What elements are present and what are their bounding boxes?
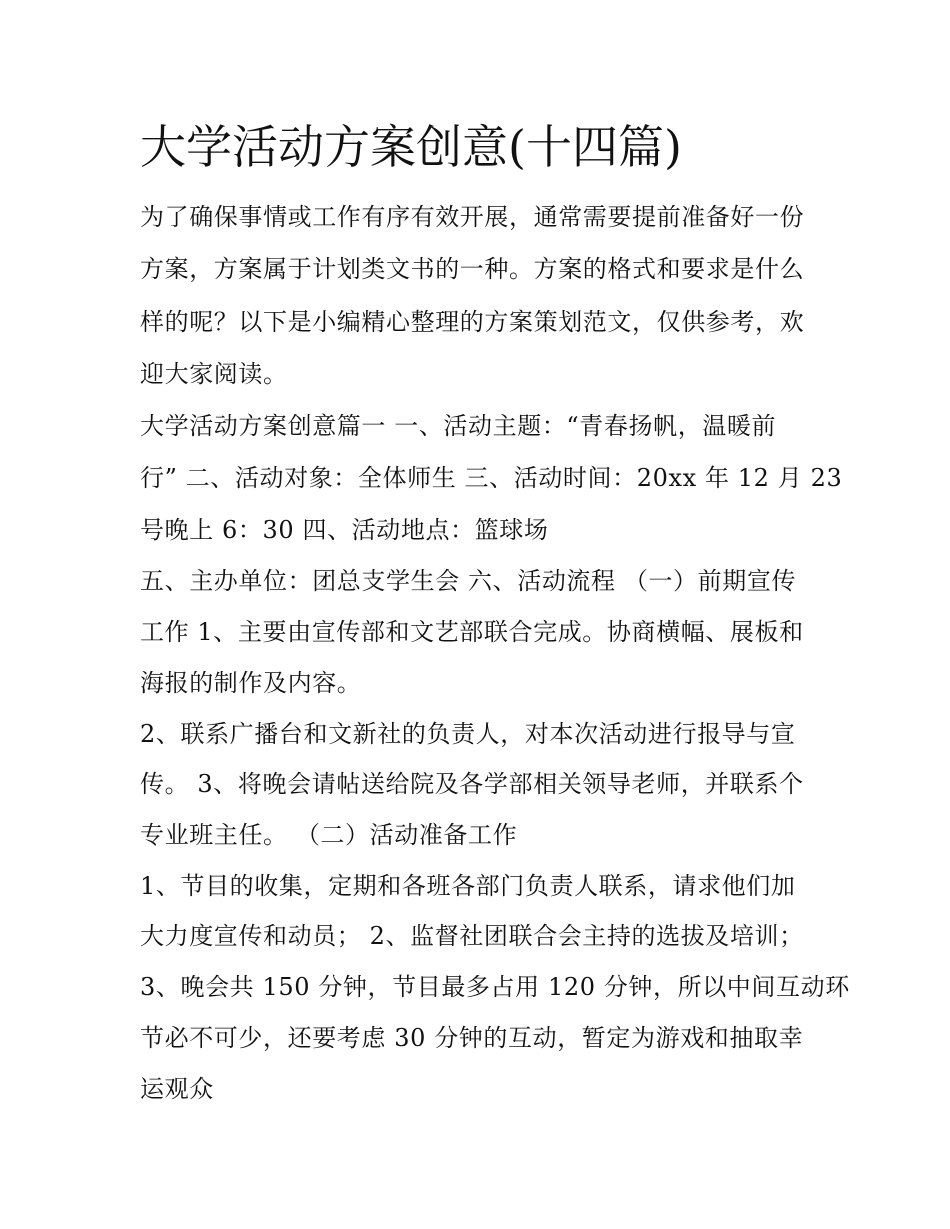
body-line-9: 工作 1、主要由宣传部和文艺部联合完成。协商横幅、展板和 [140,618,804,646]
body-line-6: 行” 二、活动对象：全体师生 三、活动时间：20xx 年 12 月 23 [140,464,843,492]
body-line-15: 大力度宣传和动员； 2、监督社团联合会主持的选拔及培训； [140,922,804,950]
body-line-3: 样的呢？以下是小编精心整理的方案策划范文，仅供参考，欢 [140,308,805,336]
document-title: 大学活动方案创意(十四篇) [140,120,682,174]
body-line-16: 3、晚会共 150 分钟，节目最多占用 120 分钟，所以中间互动环 [140,973,850,1001]
body-line-17: 节必不可少，还要考虑 30 分钟的互动，暂定为游戏和抽取幸 [140,1024,804,1052]
body-line-2: 方案，方案属于计划类文书的一种。方案的格式和要求是什么 [140,255,805,283]
body-line-13: 专业班主任。 （二）活动准备工作 [140,821,518,849]
body-line-8: 五、主办单位：团总支学生会 六、活动流程 （一）前期宣传 [140,567,797,595]
body-line-1: 为了确保事情或工作有序有效开展，通常需要提前准备好一份 [140,203,805,231]
body-line-5: 大学活动方案创意篇一 一、活动主题：“青春扬帆，温暖前 [140,412,777,440]
body-line-11: 2、联系广播台和文新社的负责人，对本次活动进行报导与宣 [140,720,796,748]
body-line-18: 运观众 [140,1075,214,1103]
body-line-10: 海报的制作及内容。 [140,669,362,697]
body-line-7: 号晚上 6：30 四、活动地点：篮球场 [140,516,549,544]
body-line-4: 迎大家阅读。 [140,360,288,388]
body-line-12: 传。 3、将晚会请帖送给院及各学部相关领导老师，并联系个 [140,770,804,798]
body-line-14: 1、节目的收集，定期和各班各部门负责人联系，请求他们加 [140,872,796,900]
